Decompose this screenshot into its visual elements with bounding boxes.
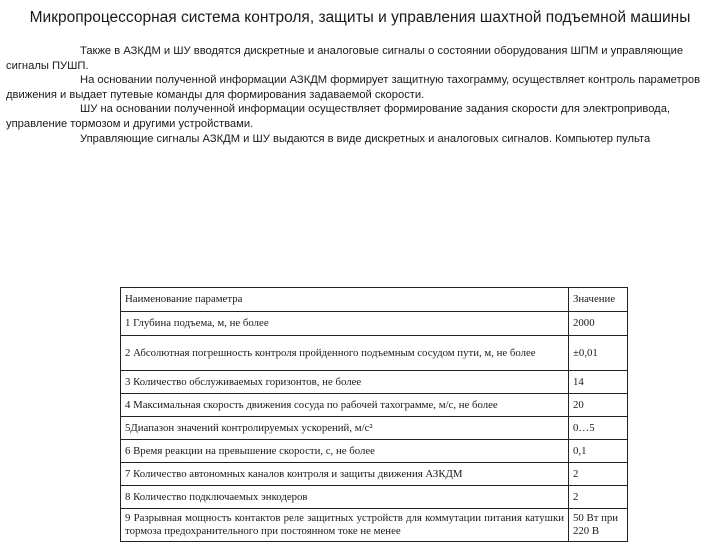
param-name: 4 Максимальная скорость движения сосуда по рабочей тахограмме, м/с, не более <box>121 394 569 417</box>
param-value: 14 <box>569 371 628 394</box>
header-name-cell: Наименование параметра <box>121 288 569 312</box>
body-text <box>6 44 716 146</box>
param-value: ±0,01 <box>569 336 628 371</box>
table-row <box>121 336 628 371</box>
paragraph: Также в АЗКДМ и ШУ вводятся дискретные и аналоговые сигналы о состоянии оборудования ШПМ и управляющие сигналы ПУШП. <box>6 45 684 72</box>
table-header-row <box>121 288 628 312</box>
param-name: 9 Разрывная мощность контактов реле защитных устройств для коммутации питания катушки тормоза предохранительного при постоянном токе не менее <box>121 509 569 542</box>
table-row <box>121 417 628 440</box>
table-row <box>121 371 628 394</box>
param-name: 1 Глубина подъема, м, не более <box>121 312 569 336</box>
page-title: Микропроцессорная система контроля, защиты и управления шахтной подъемной машины <box>29 9 691 26</box>
param-name: 2 Абсолютная погрешность контроля пройденного подъемным сосудом пути, м, не более <box>121 336 569 371</box>
param-value: 0,1 <box>569 440 628 463</box>
param-value: 0…5 <box>569 417 628 440</box>
param-value: 2000 <box>569 312 628 336</box>
param-name: 3 Количество обслуживаемых горизонтов, не более <box>121 371 569 394</box>
param-name: 8 Количество подключаемых энкодеров <box>121 486 569 509</box>
paragraph: Управляющие сигналы АЗКДМ и ШУ выдаются в виде дискретных и аналоговых сигналов. Компьютер пульта <box>80 132 651 145</box>
param-value: 20 <box>569 394 628 417</box>
table-row <box>121 312 628 336</box>
header-value-cell: Значение <box>569 288 628 312</box>
param-name: 7 Количество автономных каналов контроля и защиты движения АЗКДМ <box>121 463 569 486</box>
table-row <box>121 486 628 509</box>
table-row <box>121 394 628 417</box>
table-row <box>121 440 628 463</box>
paragraph: ШУ на основании полученной информации осуществляет формирование задания скорости для электропривода, управление тормозом и другими устройствами. <box>6 103 671 130</box>
table-row <box>121 463 628 486</box>
param-name: 6 Время реакции на превышение скорости, с, не более <box>121 440 569 463</box>
param-value: 2 <box>569 463 628 486</box>
param-value: 2 <box>569 486 628 509</box>
parameters-table <box>120 287 628 542</box>
table-row <box>121 509 628 542</box>
param-value: 50 Вт при 220 В <box>569 509 628 542</box>
param-name: 5Диапазон значений контролируемых ускорений, м/с² <box>121 417 569 440</box>
paragraph: На основании полученной информации АЗКДМ формирует защитную тахограмму, осуществляет контроль параметров движения и выдает путевые команды для формирования задаваемой скорости. <box>6 74 701 101</box>
